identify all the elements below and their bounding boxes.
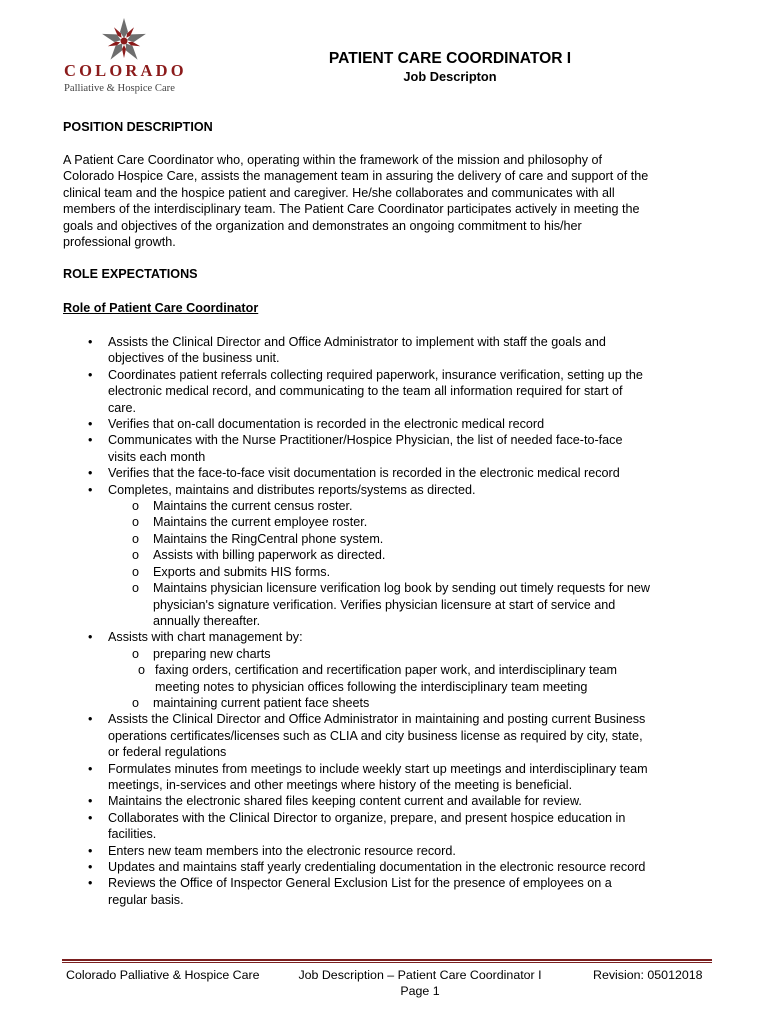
bullet-item xyxy=(63,793,723,809)
bullet-line: care. xyxy=(108,400,136,415)
bullet-item xyxy=(63,629,723,645)
bullet-icon: • xyxy=(88,417,93,432)
document-title: PATIENT CARE COORDINATOR I xyxy=(328,50,572,67)
snowflake-star-icon xyxy=(100,18,148,64)
bullet-item xyxy=(63,875,723,908)
sub-bullet-item xyxy=(63,547,723,563)
footer-revision: Revision: 05012018 xyxy=(593,968,703,982)
bullet-line: Coordinates patient referrals collecting required paperwork, insurance verification, setting up the xyxy=(108,367,643,382)
bullet-icon: • xyxy=(88,712,93,727)
bullet-line: electronic medical record, and communicating to the team all information required for start of xyxy=(108,384,623,399)
sub-bullet-line: faxing orders, certification and recertification paper work, and interdisciplinary team xyxy=(155,663,617,678)
sub-bullet-icon: o xyxy=(132,581,140,596)
bullet-item xyxy=(63,334,723,367)
bullet-icon: • xyxy=(88,876,93,891)
sub-bullet-line: Maintains the current employee roster. xyxy=(153,515,368,530)
company-logo xyxy=(62,18,190,94)
sub-bullet-line: physician's signature verification. Verifies physician licensure at start of service and xyxy=(153,597,616,612)
sub-bullet-line: preparing new charts xyxy=(153,646,271,661)
sub-bullet-item xyxy=(63,646,723,662)
document-subtitle: Job Descripton xyxy=(403,69,497,84)
bullet-line: Reviews the Office of Inspector General Exclusion List for the presence of employees on a xyxy=(108,876,612,891)
description-line: professional growth. xyxy=(63,235,176,250)
description-line: goals and objectives of the organization and demonstrates an ongoing commitment to his/her xyxy=(63,218,582,233)
bullet-line: operations certificates/licenses such as CLIA and city business license as required by city, state, xyxy=(108,728,643,743)
bullet-item xyxy=(63,465,723,481)
sub-bullet-icon: o xyxy=(138,663,146,678)
position-description xyxy=(63,152,718,250)
sub-bullet-item xyxy=(63,498,723,514)
bullet-line: or federal regulations xyxy=(108,745,227,760)
bullet-line: Collaborates with the Clinical Director to organize, prepare, and present hospice education in xyxy=(108,810,626,825)
sub-bullet-item xyxy=(63,514,723,530)
sub-bullet-line: meeting notes to physician offices following the interdisciplinary team meeting xyxy=(155,679,588,694)
description-line: members of the interdisciplinary team. The Patient Care Coordinator participates actively in meeting the xyxy=(63,202,640,217)
bullet-line: Verifies that on-call documentation is recorded in the electronic medical record xyxy=(108,417,545,432)
description-line: clinical team and the hospice patient and caregiver. He/she collaborates and communicates with all xyxy=(63,185,615,200)
sub-bullet-line: Maintains the current census roster. xyxy=(153,499,353,514)
bullet-icon: • xyxy=(88,761,93,776)
bullet-icon: • xyxy=(88,630,93,645)
bullet-line: Assists the Clinical Director and Office Administrator to implement with staff the goals and xyxy=(108,335,606,349)
bullet-item xyxy=(63,367,723,416)
bullet-icon: • xyxy=(88,810,93,825)
bullet-item xyxy=(63,761,723,794)
bullet-line: Assists with chart management by: xyxy=(108,630,303,645)
description-line: A Patient Care Coordinator who, operating within the framework of the mission and philosophy of xyxy=(63,153,603,167)
bullet-line: Enters new team members into the electronic resource record. xyxy=(108,843,456,858)
footer-divider-thin xyxy=(62,962,712,963)
sub-bullet-icon: o xyxy=(132,646,140,661)
bullet-icon: • xyxy=(88,335,93,349)
bullet-icon: • xyxy=(88,482,93,497)
footer-doc-title: Job Description – Patient Care Coordinator I xyxy=(298,968,542,982)
bullet-icon: • xyxy=(88,794,93,809)
sub-bullet-line: Maintains physician licensure verification log book by sending out timely requests for new xyxy=(153,581,651,596)
sub-bullet-icon: o xyxy=(132,515,140,530)
bullet-item xyxy=(63,859,723,875)
sub-bullet-icon: o xyxy=(132,499,140,514)
bullet-icon: • xyxy=(88,843,93,858)
footer-document xyxy=(290,967,550,999)
sub-bullet-line: Exports and submits HIS forms. xyxy=(153,564,331,579)
sub-bullet-item xyxy=(63,564,723,580)
bullet-item xyxy=(63,810,723,843)
bullet-line: Maintains the electronic shared files keeping content current and available for review. xyxy=(108,794,582,809)
bullet-line: facilities. xyxy=(108,827,157,842)
sub-bullet-icon: o xyxy=(132,564,140,579)
bullet-line: visits each month xyxy=(108,449,206,464)
bullet-list xyxy=(63,334,723,908)
bullet-line: regular basis. xyxy=(108,892,184,907)
footer-divider xyxy=(62,959,712,961)
bullet-line: Completes, maintains and distributes reports/systems as directed. xyxy=(108,482,476,497)
role-heading: ROLE EXPECTATIONS xyxy=(63,267,198,281)
bullet-line: objectives of the business unit. xyxy=(108,351,280,366)
logo-wordmark: COLORADO xyxy=(64,61,187,80)
logo-tagline: Palliative & Hospice Care xyxy=(64,83,175,94)
footer-company: Colorado Palliative & Hospice Care xyxy=(66,968,260,982)
bullet-line: Formulates minutes from meetings to include weekly start up meetings and interdisciplinary team xyxy=(108,761,648,776)
sub-bullet-item xyxy=(63,580,723,629)
bullet-item xyxy=(63,711,723,760)
sub-bullet-icon: o xyxy=(132,695,140,710)
sub-bullet-line: Maintains the RingCentral phone system. xyxy=(153,531,384,546)
footer-page-number: Page 1 xyxy=(400,984,440,998)
bullet-item xyxy=(63,432,723,465)
bullet-line: Assists the Clinical Director and Office Administrator in maintaining and posting current Business xyxy=(108,712,646,727)
sub-bullet-line: maintaining current patient face sheets xyxy=(153,695,370,710)
sub-bullet-icon: o xyxy=(132,548,140,563)
bullet-item xyxy=(63,482,723,498)
sub-bullet-item xyxy=(63,662,723,695)
role-subheading: Role of Patient Care Coordinator xyxy=(63,301,259,315)
bullet-item xyxy=(63,843,723,859)
sub-bullet-line: Assists with billing paperwork as directed. xyxy=(153,548,386,563)
bullet-item xyxy=(63,416,723,432)
bullet-icon: • xyxy=(88,433,93,448)
bullet-icon: • xyxy=(88,367,93,382)
sub-bullet-icon: o xyxy=(132,531,140,546)
sub-bullet-item xyxy=(63,531,723,547)
bullet-icon: • xyxy=(88,860,93,874)
sub-bullet-item xyxy=(63,695,723,711)
description-line: Colorado Hospice Care, assists the management team in assuring the delivery of care and support of the xyxy=(63,169,649,184)
bullet-icon: • xyxy=(88,466,93,481)
position-heading: POSITION DESCRIPTION xyxy=(63,120,213,134)
bullet-line: Updates and maintains staff yearly credentialing documentation in the electronic resource record xyxy=(108,860,646,874)
sub-bullet-line: annually thereafter. xyxy=(153,613,261,628)
bullet-line: meetings, in-services and other meetings where history of the meeting is beneficial. xyxy=(108,777,573,792)
bullet-line: Communicates with the Nurse Practitioner/Hospice Physician, the list of needed face-to-face xyxy=(108,433,623,448)
bullet-line: Verifies that the face-to-face visit documentation is recorded in the electronic medical record xyxy=(108,466,620,481)
